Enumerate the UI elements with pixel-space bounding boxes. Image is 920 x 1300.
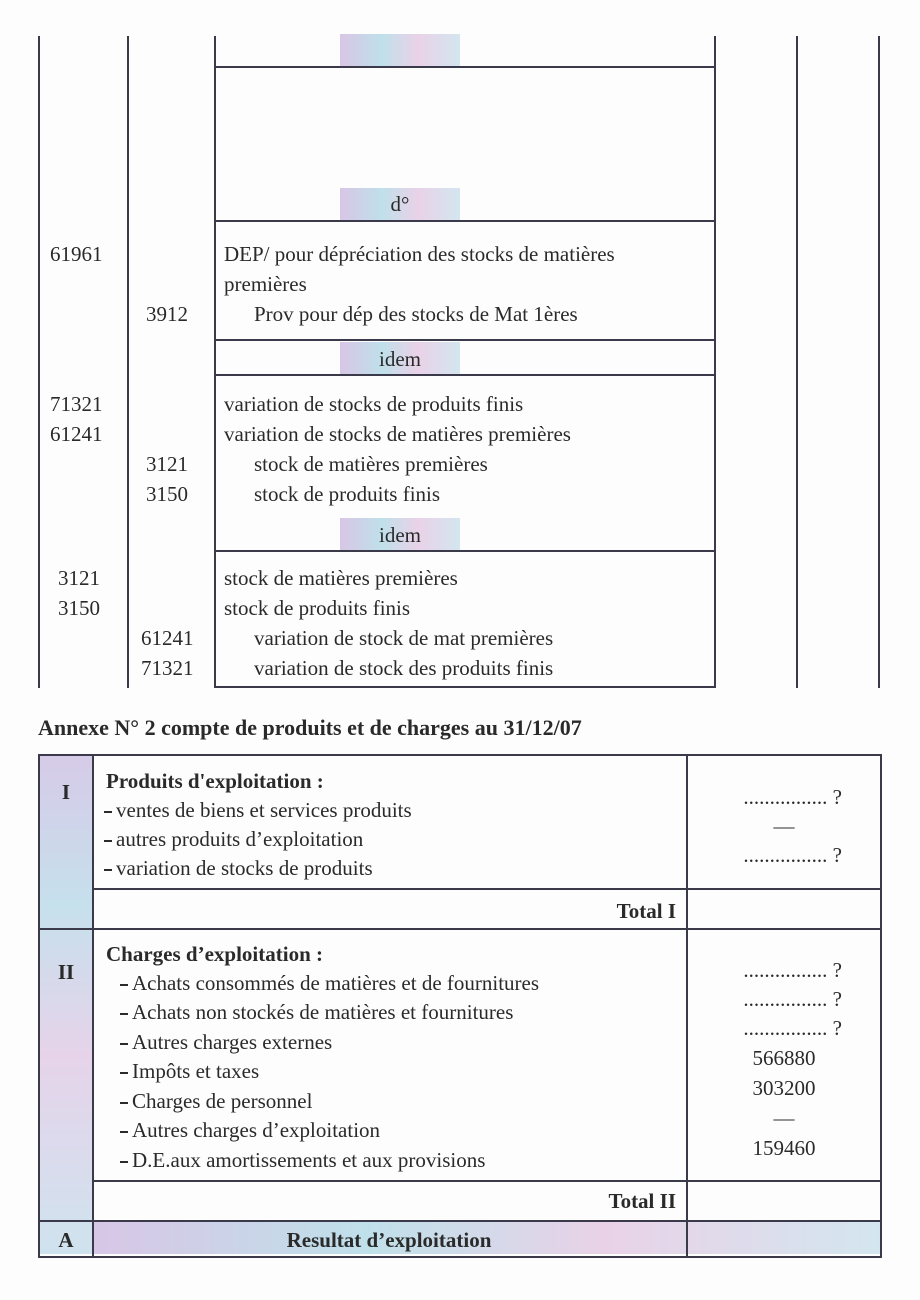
entry-line-text: DEP/ pour dépréciation des stocks de matières (224, 242, 615, 266)
line-item: autres produits d’exploitation (104, 827, 363, 851)
debit-account: 61961 (50, 242, 103, 266)
line-value: ................ ? (743, 958, 842, 982)
entry-separator (214, 220, 716, 222)
section-number: I (61, 780, 71, 804)
journal-rule (796, 36, 798, 688)
annex-rule (38, 928, 880, 930)
line-item: D.E.aux amortissements et aux provisions (120, 1148, 485, 1172)
annex-rule (92, 888, 880, 890)
journal-rule (214, 36, 216, 688)
entry-line-text: stock de matières premières (224, 566, 458, 590)
section-heading: Produits d'exploitation : (106, 769, 324, 793)
annex-rule (92, 1180, 880, 1182)
annex-rule (38, 1220, 880, 1222)
result-letter: A (58, 1228, 74, 1252)
entry-label-shade (340, 34, 460, 66)
line-item: Achats consommés de matières et de fournitures (120, 971, 539, 995)
line-item: Impôts et taxes (120, 1059, 259, 1083)
section-number: II (57, 960, 75, 984)
entry-separator (214, 374, 716, 376)
debit-account: 3150 (58, 596, 100, 620)
journal-rule (127, 36, 129, 688)
line-value: 159460 (752, 1136, 816, 1160)
entry-line-text: Prov pour dép des stocks de Mat 1ères (254, 302, 578, 326)
line-item: ventes de biens et services produits (104, 798, 412, 822)
entry-separator (214, 66, 716, 68)
annex-title: Annexe N° 2 compte de produits et de charges au 31/12/07 (38, 715, 582, 740)
entry-label: idem (379, 523, 421, 547)
entry-line-text: variation de stocks de matières premières (224, 422, 571, 446)
entry-label: idem (379, 347, 421, 371)
line-item: Achats non stockés de matières et fournitures (120, 1000, 513, 1024)
section-heading: Charges d’exploitation : (106, 942, 323, 966)
entry-line-text: variation de stock des produits finis (254, 656, 554, 680)
credit-account: 3150 (146, 482, 188, 506)
entry-line-text: stock de matières premières (254, 452, 488, 476)
journal-rule (38, 36, 40, 688)
line-item: Autres charges d’exploitation (120, 1118, 380, 1142)
entry-separator (214, 550, 716, 552)
journal-rule (714, 36, 716, 688)
entry-line-text: variation de stock de mat premières (254, 626, 554, 650)
line-value: — (773, 814, 795, 838)
line-value: 303200 (752, 1076, 816, 1100)
credit-account: 61241 (141, 626, 194, 650)
line-item: variation de stocks de produits (104, 856, 373, 880)
entry-line-text: stock de produits finis (254, 482, 441, 506)
journal-rule (878, 36, 880, 688)
credit-account: 71321 (141, 656, 194, 680)
debit-account: 3121 (58, 566, 100, 590)
entry-line-text: variation de stocks de produits finis (224, 392, 524, 416)
total-label: Total I (616, 899, 676, 923)
line-value: 566880 (752, 1046, 816, 1070)
line-value: ................ ? (743, 785, 842, 809)
debit-account: 71321 (50, 392, 103, 416)
credit-account: 3121 (146, 452, 188, 476)
entry-line-text: premières (224, 272, 307, 296)
line-value: ................ ? (743, 1016, 842, 1040)
line-value: ................ ? (743, 987, 842, 1011)
line-item: Charges de personnel (120, 1089, 312, 1113)
credit-account: 3912 (146, 302, 188, 326)
line-value: ................ ? (743, 843, 842, 867)
line-value: — (773, 1106, 795, 1130)
entry-line-text: stock de produits finis (224, 596, 411, 620)
line-item: Autres charges externes (120, 1030, 332, 1054)
total-label: Total II (608, 1189, 676, 1213)
entry-label: d° (390, 192, 410, 216)
entry-separator (214, 686, 716, 688)
entry-separator (214, 339, 716, 341)
debit-account: 61241 (50, 422, 103, 446)
result-label: Resultat d’exploitation (286, 1228, 492, 1252)
